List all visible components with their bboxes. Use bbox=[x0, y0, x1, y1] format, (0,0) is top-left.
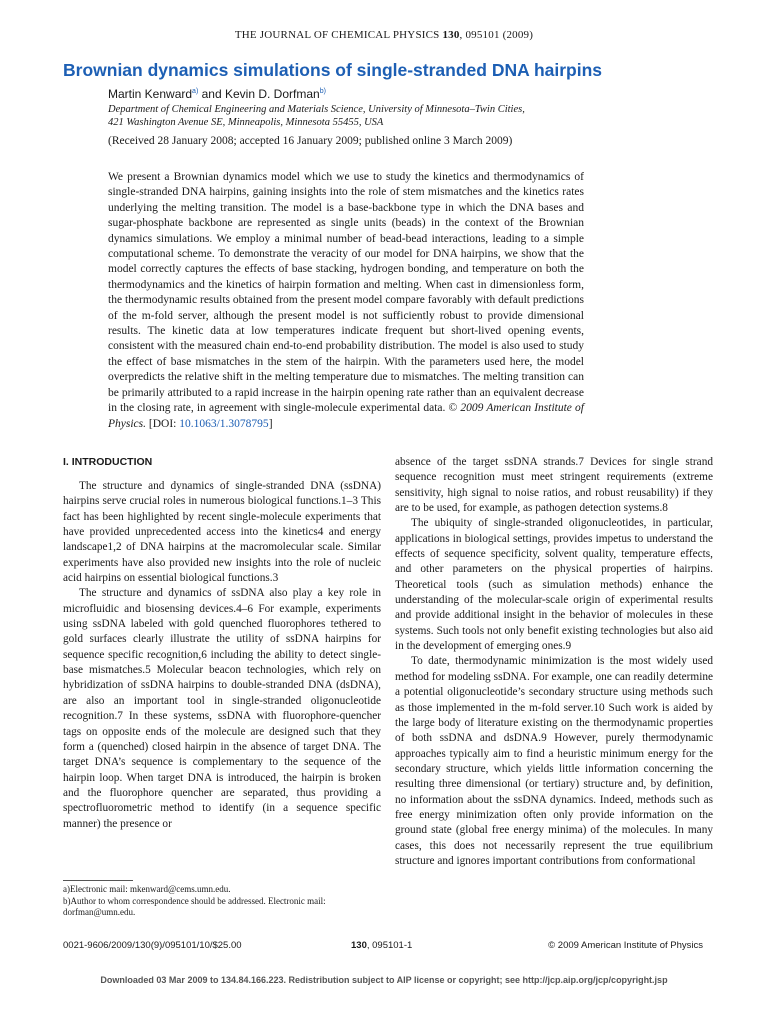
journal-name: THE JOURNAL OF CHEMICAL PHYSICS bbox=[234, 29, 440, 41]
author-dorfman[interactable]: Kevin D. Dorfman bbox=[224, 87, 320, 101]
footer-volume: 130 bbox=[351, 940, 367, 951]
intro-paragraph-2: The structure and dynamics of ssDNA also play a key role in microfluidic and biosensing devices.4–6 For example, experiments using ssDNA labeled with gold quenched fluorophores tethered to gold surfaces clearly illustrate the utility of ssDNA hairpins for sequence specific recognition,6 including the ability to detect single-base mismatches.5 Molecular beacon technologies, which rely on hybridization of ssDNA hairpins to double-stranded DNA (dsDNA), are also an important tool in single-stranded oligonucleotide recognition.7 In these systems, ssDNA with fluorophore-quencher tags on opposite ends of the molecule are designed such that they form a (quenched) closed hairpin in the absence of target DNA. The target DNA’s sequence is complementary to the sequence of the hairpin loop. When target DNA is introduced, the hairpin is broken and the fluorophore quencher are separated, thus providing a spectrofluorometric method to identify (in a sequence specific manner) the presence or bbox=[63, 587, 381, 830]
footnote-divider bbox=[63, 880, 133, 881]
doi-suffix: ] bbox=[268, 417, 273, 430]
abstract-text: We present a Brownian dynamics model which we use to study the kinetics and thermodynamics of single-stranded DNA hairpins, gaining insights into the role of stem mismatches and the kinetics rates underlying the melting transition. The model is a base-backbone type in which the DNA bases and sugar-phosphate backbone are represented as single units (beads) in the context of the Brownian dynamics simulations. We employ a minimal number of bead-bead interactions, leading to a simple computational scheme. To demonstrate the veracity of our model for DNA hairpins, we show that the model correctly captures the effects of base stacking, hydrogen bonding, and temperature on both the thermodynamics and the kinetics of hairpin formation and melting. When cast in dimensionless form, the thermodynamic results obtained from the present model compare favorably with default predictions of the m-fold server, although the present model is not sufficiently robust to provide dimensional results. The kinetic data at low temperatures indicate frequent but short-lived opening events, consistent with the measured chain end-to-end probability distribution. The model is also used to study the effect of base mismatches in the stem of the hairpin. With the parameters used here, the model overpredicts the relative shift in the melting temperature due to mismatches. The melting transition can be primarily attributed to a rapid increase in the hairpin opening rate rather than an equivalent decrease in the closing rate, in agreement with single-molecule experimental data. © bbox=[108, 171, 584, 415]
footer-article-page: , 095101-1 bbox=[366, 940, 413, 951]
journal-volume: 130 bbox=[442, 29, 460, 41]
intro-paragraph-5: To date, thermodynamic minimization is the most widely used method for modeling ssDNA. For example, one can readily determine a potential oligonucleotide’s secondary structure using methods such as those implemented in the m-fold server.10 Such work is aided by the large body of literature existing on the thermodynamic properties of both ssDNA and dsDNA.9 However, purely thermodynamic approaches typically aim to find a heuristic minimum energy for the secondary structure, which yields little information concerning the resulting three dimensional (or tertiary) structure and, by definition, no information about the ssDNA dynamics. Indeed, methods such as free energy minimization often only provide information on the ground state (global free energy minima) of the molecules. In many cases, this does not necessarily represent the true equilibrium structure and ignores important contributions from conformational bbox=[395, 655, 713, 867]
journal-pages: , 095101 (2009) bbox=[459, 29, 534, 41]
received-dates: (Received 28 January 2008; accepted 16 January 2009; published online 3 March 2009) bbox=[108, 135, 513, 147]
affiliation bbox=[108, 103, 668, 129]
affiliation-line-1: Department of Chemical Engineering and Materials Science, University of Minnesota–Twin Cities, bbox=[108, 104, 525, 115]
abstract-copyright: 2009 American Institute of Physics. bbox=[108, 402, 584, 430]
intro-paragraph-3: absence of the target ssDNA strands.7 Devices for single strand sequence recognition must meet stringent requirements (extreme sensitivity, high signal to noise ratios, and robust reusability) if they are to be used, for example, as pathogen detection systems.8 bbox=[395, 456, 713, 515]
running-head bbox=[0, 29, 768, 41]
footnote-a: a)Electronic mail: mkenward@cems.umn.edu. bbox=[63, 884, 231, 894]
doi-link[interactable]: 10.1063/1.3078795 bbox=[179, 417, 269, 430]
doi-prefix: [DOI: bbox=[146, 417, 180, 430]
author-kenward[interactable]: Martin Kenward bbox=[108, 87, 193, 101]
footnotes bbox=[63, 884, 381, 919]
abstract bbox=[108, 170, 584, 432]
article-title: Brownian dynamics simulations of single-stranded DNA hairpins bbox=[63, 60, 603, 80]
footer-issn: 0021-9606/2009/130(9)/095101/10/$25.00 bbox=[63, 940, 242, 951]
author-list bbox=[108, 87, 326, 101]
author-footnote-mark-a[interactable]: a) bbox=[192, 88, 199, 95]
author-conjunction: and bbox=[198, 87, 225, 101]
left-column bbox=[63, 455, 381, 832]
section-heading-introduction: I. INTRODUCTION bbox=[63, 456, 153, 468]
intro-paragraph-1: The structure and dynamics of single-stranded DNA (ssDNA) hairpins serve crucial roles in numerous biological functions.1–3 This fact has been highlighted by recent single-molecule experiments that have provided unprecedented access into the kinetics4 and energy landscape1,2 of DNA hairpins at the macromolecular scale. Similar experiments have also provided new insights into the role of nucleic acid hairpins on essential biological functions.3 bbox=[63, 480, 381, 585]
author-footnote-mark-b[interactable]: b) bbox=[319, 88, 326, 95]
right-column bbox=[395, 455, 713, 869]
footer-page-number bbox=[351, 940, 412, 951]
download-notice: Downloaded 03 Mar 2009 to 134.84.166.223. Redistribution subject to AIP license or copyright; see http://jcp.aip.org/jcp/copyright.jsp bbox=[100, 975, 668, 985]
intro-paragraph-4: The ubiquity of single-stranded oligonucleotides, in particular, applications in biological settings, provides impetus to understand the effects of sequence specificity, solvent quality, temperature effects, and other parameters on the physical properties of hairpins. Theoretical tools (such as simulation methods) enhance the understanding of the molecular-scale origin of experimental results and provide additional insight in the behavior of molecules in these systems. Such tools not only benefit existing technologies but also aid in the development of emerging ones.9 bbox=[395, 517, 713, 653]
footer-copyright: © 2009 American Institute of Physics bbox=[548, 940, 703, 951]
affiliation-line-2: 421 Washington Avenue SE, Minneapolis, Minnesota 55455, USA bbox=[108, 117, 384, 128]
footnote-b: b)Author to whom correspondence should be addressed. Electronic mail: dorfman@umn.edu. bbox=[63, 895, 326, 917]
